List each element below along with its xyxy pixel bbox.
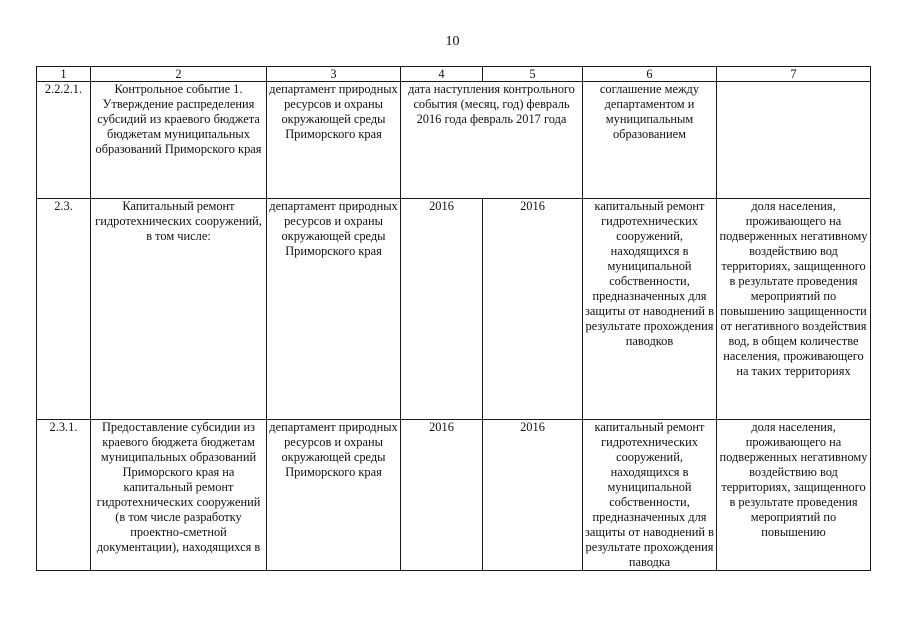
table-row <box>37 420 871 571</box>
header-row <box>37 67 871 82</box>
indicator: доля населения, проживающего на подверженных негативному воздействию вод территориях, защищенного в результате проведения мероприятий по повышению защищенности от негативного воздействия вод, в общем количестве населения, проживающего на таких территориях <box>717 199 871 420</box>
header-cell: 6 <box>583 67 717 82</box>
table-row <box>37 82 871 199</box>
header-cell: 3 <box>267 67 401 82</box>
expected-result: капитальный ремонт гидротехнических сооружений, находящихся в муниципальной собственности, предназначенных для защиты от наводнений в результате прохождения паводков <box>583 199 717 420</box>
row-number: 2.3.1. <box>37 420 91 571</box>
start-year: 2016 <box>401 199 483 420</box>
header-cell: 7 <box>717 67 871 82</box>
end-year: 2016 <box>483 199 583 420</box>
indicator <box>717 82 871 199</box>
executor: департамент природных ресурсов и охраны окружающей среды Приморского края <box>267 420 401 571</box>
header-cell: 1 <box>37 67 91 82</box>
executor: департамент природных ресурсов и охраны окружающей среды Приморского края <box>267 199 401 420</box>
measures-table <box>36 66 871 571</box>
expected-result: капитальный ремонт гидротехнических сооружений, находящихся в муниципальной собственности, предназначенных для защиты от наводнений в результате прохождения паводка <box>583 420 717 571</box>
start-year: 2016 <box>401 420 483 571</box>
page-number: 10 <box>445 34 460 49</box>
header-cell: 5 <box>483 67 583 82</box>
measure-name: Контрольное событие 1. Утверждение распределения субсидий из краевого бюджета бюджетам муниципальных образований Приморского края <box>91 82 267 199</box>
end-year: 2016 <box>483 420 583 571</box>
expected-result: соглашение между департаментом и муниципальным образованием <box>583 82 717 199</box>
header-cell: 4 <box>401 67 483 82</box>
measure-name: Предоставление субсидии из краевого бюджета бюджетам муниципальных образований Приморского края на капитальный ремонт гидротехнических сооружений (в том числе разработку проектно-сметной документации), находящихся в <box>91 420 267 571</box>
control-event-date: дата наступления контрольного события (месяц, год) февраль 2016 года февраль 2017 года <box>401 82 583 199</box>
indicator: доля населения, проживающего на подверженных негативному воздействию вод территориях, защищенного в результате проведения мероприятий по повышению <box>717 420 871 571</box>
row-number: 2.3. <box>37 199 91 420</box>
measure-name: Капитальный ремонт гидротехнических сооружений, в том числе: <box>91 199 267 420</box>
row-number: 2.2.2.1. <box>37 82 91 199</box>
table-row <box>37 199 871 420</box>
header-cell: 2 <box>91 67 267 82</box>
executor: департамент природных ресурсов и охраны окружающей среды Приморского края <box>267 82 401 199</box>
